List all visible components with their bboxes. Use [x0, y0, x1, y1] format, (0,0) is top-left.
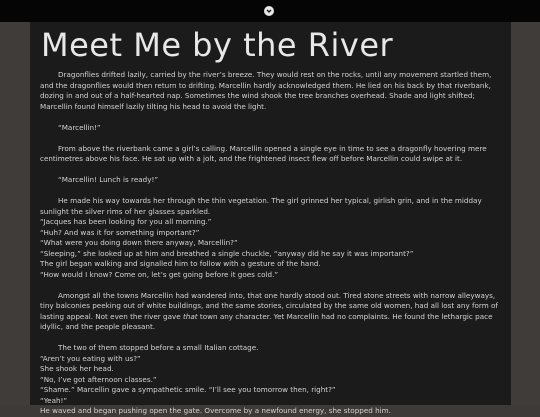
dialogue-line: “How would I know? Come on, let’s get going before it goes cold.”: [40, 269, 279, 279]
paragraph-text: town any character. Yet Marcellin had no complaints. He found the lethargic pace idyllic, and the people pleasant.: [40, 311, 493, 331]
paragraph: The two of them stopped before a small Italian cottage.: [58, 343, 259, 352]
dialogue-line: “Sleeping,” she looked up at him and breathed a single chuckle, “anyway did he say it was important?”: [40, 248, 414, 258]
dialogue-line: The girl began walking and signalled him to follow with a gesture of the hand.: [40, 259, 321, 268]
dialogue-line: “Jacques has been looking for you all morning.”: [40, 217, 212, 226]
dialogue-line: “Yeah!”: [40, 395, 68, 405]
dialogue-line: She shook her head.: [40, 364, 114, 373]
dialogue-line: He waved and began pushing open the gate. Overcome by a newfound energy, she stopped him.: [40, 406, 391, 415]
story-content: [40, 70, 502, 417]
story-page: [30, 22, 511, 415]
paragraph-text: Amongst all the towns Marcellin had wandered into, that one hardly stood out. Tired stone streets with narrow alleyways, tiny balconies peeking out of white buildings, and the same stories, circulated by the same old women, had all lost any form of lasting appeal. Not even the river gave: [40, 290, 498, 321]
dialogue-line: “Marcellin! Lunch is ready!”: [58, 175, 159, 184]
paragraph: From above the riverbank came a girl’s calling. Marcellin opened a single eye in time to see a dragonfly hovering mere centimetres above his face. He sat up with a jolt, and the frightened insect flew off before Marcellin could swipe at it.: [40, 143, 487, 163]
dialogue-line: “Aren’t you eating with us?”: [40, 353, 141, 363]
dialogue-line: “What were you doing down there anyway, Marcellin?”: [40, 238, 238, 247]
right-margin: [511, 22, 540, 405]
chevron-down-icon[interactable]: [264, 6, 274, 16]
dialogue-line: “Shame.” Marcellin gave a sympathetic smile. “I’ll see you tomorrow then, right?”: [40, 385, 336, 394]
paragraph: He made his way towards her through the thin vegetation. The girl grinned her typical, girlish grin, and in the midday sunlight the silver rims of her glasses sparkled.: [40, 196, 482, 216]
dialogue-line: “Marcellin!”: [58, 122, 101, 132]
paragraph: Dragonflies drifted lazily, carried by the river’s breeze. They would rest on the rocks, until any movement startled them, and the dragonflies would then return to drifting. Marcellin hardly acknowledged them. He lied on his back by that riverbank, dozing in and out of a half-hearted nap. Sometimes the wind shook the tree branches overhead. Shade and light shifted; Marcellin found himself lazily tilting his head to avoid the light.: [40, 70, 492, 111]
emphasis-text: that: [182, 311, 198, 321]
left-margin: [0, 22, 30, 405]
dialogue-line: “No, I’ve got afternoon classes.”: [40, 374, 157, 384]
paragraph: [40, 291, 502, 333]
top-bar: [0, 0, 540, 22]
page-title: Meet Me by the River: [41, 26, 394, 64]
dialogue-line: “Huh? And was it for something important?”: [40, 227, 200, 237]
